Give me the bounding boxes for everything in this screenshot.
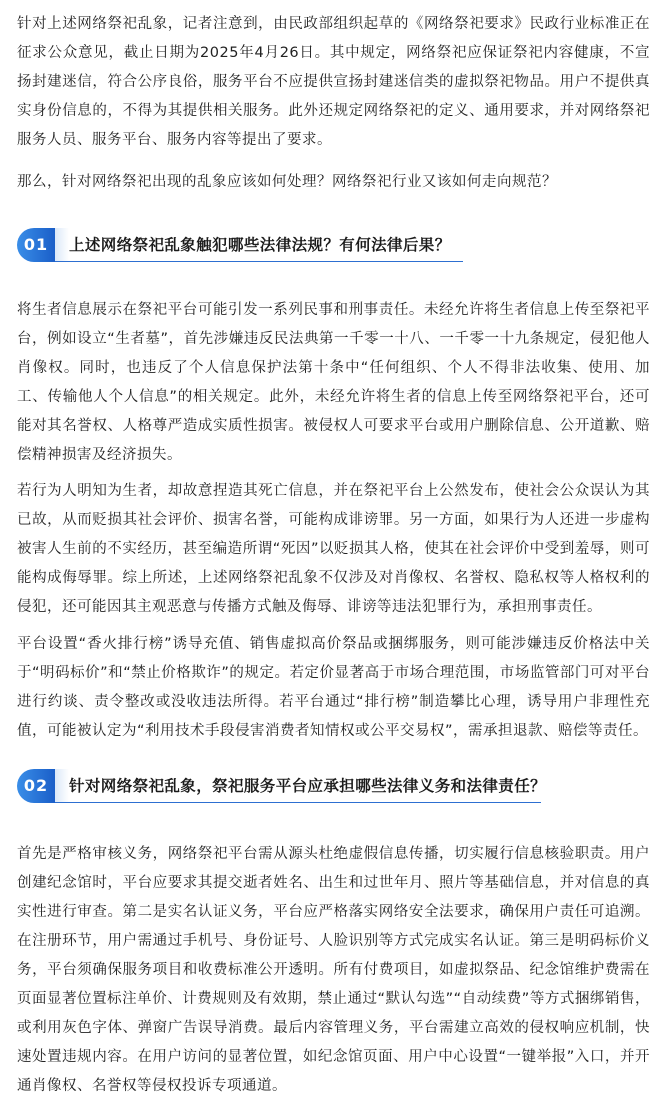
section1-paragraph: 若行为人明知为生者，却故意捏造其死亡信息，并在祭祀平台上公然发布，使社会公众误认为其已故，从而贬损其社会评价、损害名誉，可能构成诽谤罪。另一方面，如果行为人还进一步虚构被害人生前的不实经历，甚至编造所谓“死因”以贬损其人格，使其在社会评价中受到羞辱，则可能构成侮辱罪。综上所述，上述网络祭祀乱象不仅涉及对肖像权、名誉权、隐私权等人格权利的侵犯，还可能因其主观恶意与传播方式触及侮辱、诽谤等违法犯罪行为，承担刑事责任。 (17, 483, 650, 615)
section1-paragraph: 将生者信息展示在祭祀平台可能引发一系列民事和刑事责任。未经允许将生者信息上传至祭祀平台，例如设立“生者墓”，首先涉嫌违反民法典第一千零一十八、一千零一十九条规定，侵犯他人肖像权。同时，也违反了个人信息保护法第十条中“任何组织、个人不得非法收集、使用、加工、传输他人个人信息”的相关规定。此外，未经允许将生者的信息上传至网络祭祀平台，还可能对其名誉权、人格尊严造成实质性损害。被侵权人可要求平台或用户删除信息、公开道歉、赔偿精神损害及经济损失。 (17, 302, 650, 463)
section-underline (55, 261, 463, 262)
section-underline (55, 802, 541, 803)
section-title: 针对网络祭祀乱象，祭祀服务平台应承担哪些法律义务和法律责任？ (69, 777, 547, 795)
section-heading-01 (17, 228, 537, 262)
section2-paragraph: 首先是严格审核义务，网络祭祀平台需从源头杜绝虚假信息传播，切实履行信息核验职责。用户创建纪念馆时，平台应要求其提交逝者姓名、出生和过世年月、照片等基础信息，并对信息的真实性进行审查。第二是实名认证义务，平台应严格落实网络安全法要求，确保用户责任可追溯。在注册环节，用户需通过手机号、身份证号、人脸识别等方式完成实名认证。第三是明码标价义务，平台须确保服务项目和收费标准公开透明。所有付费项目，如虚拟祭品、纪念馆维护费需在页面显著位置标注单价、计费规则及有效期，禁止通过“默认勾选”“自动续费”等方式捆绑销售，或利用灰色字体、弹窗广告误导消费。最后内容管理义务，平台需建立高效的侵权响应机制，快速处置违规内容。在用户访问的显著位置，如纪念馆页面、用户中心设置“一键举报”入口，并开通肖像权、名誉权等侵权投诉专项通道。 (17, 846, 650, 1094)
section-heading-02 (17, 769, 547, 803)
section-number-badge: 01 (17, 228, 55, 262)
section-number-badge: 02 (17, 769, 55, 803)
question-paragraph: 那么，针对网络祭祀出现的乱象应该如何处理？网络祭祀行业又该如何走向规范？ (17, 174, 557, 190)
badge-gradient-tail (55, 769, 69, 803)
section1-paragraph: 平台设置“香火排行榜”诱导充值、销售虚拟高价祭品或捆绑服务，则可能涉嫌违反价格法中关于“明码标价”和“禁止价格欺诈”的规定。若定价显著高于市场合理范围，市场监管部门可对平台进行约谈、责令整改或没收违法所得。若平台通过“排行榜”制造攀比心理，诱导用户非理性充值，可能被认定为“利用技术手段侵害消费者知情权或公平交易权”，需承担退款、赔偿等责任。 (17, 636, 650, 739)
intro-paragraph: 针对上述网络祭祀乱象，记者注意到，由民政部组织起草的《网络祭祀要求》民政行业标准正在征求公众意见，截止日期为2025年4月26日。其中规定，网络祭祀应保证祭祀内容健康，不宣扬封建迷信，符合公序良俗，服务平台不应提供宣扬封建迷信类的虚拟祭祀物品。用户不提供真实身份信息的，不得为其提供相关服务。此外还规定网络祭祀的定义、通用要求，并对网络祭祀服务人员、服务平台、服务内容等提出了要求。 (17, 16, 650, 148)
badge-gradient-tail (55, 228, 69, 262)
section-title: 上述网络祭祀乱象触犯哪些法律法规？有何法律后果？ (69, 236, 451, 254)
